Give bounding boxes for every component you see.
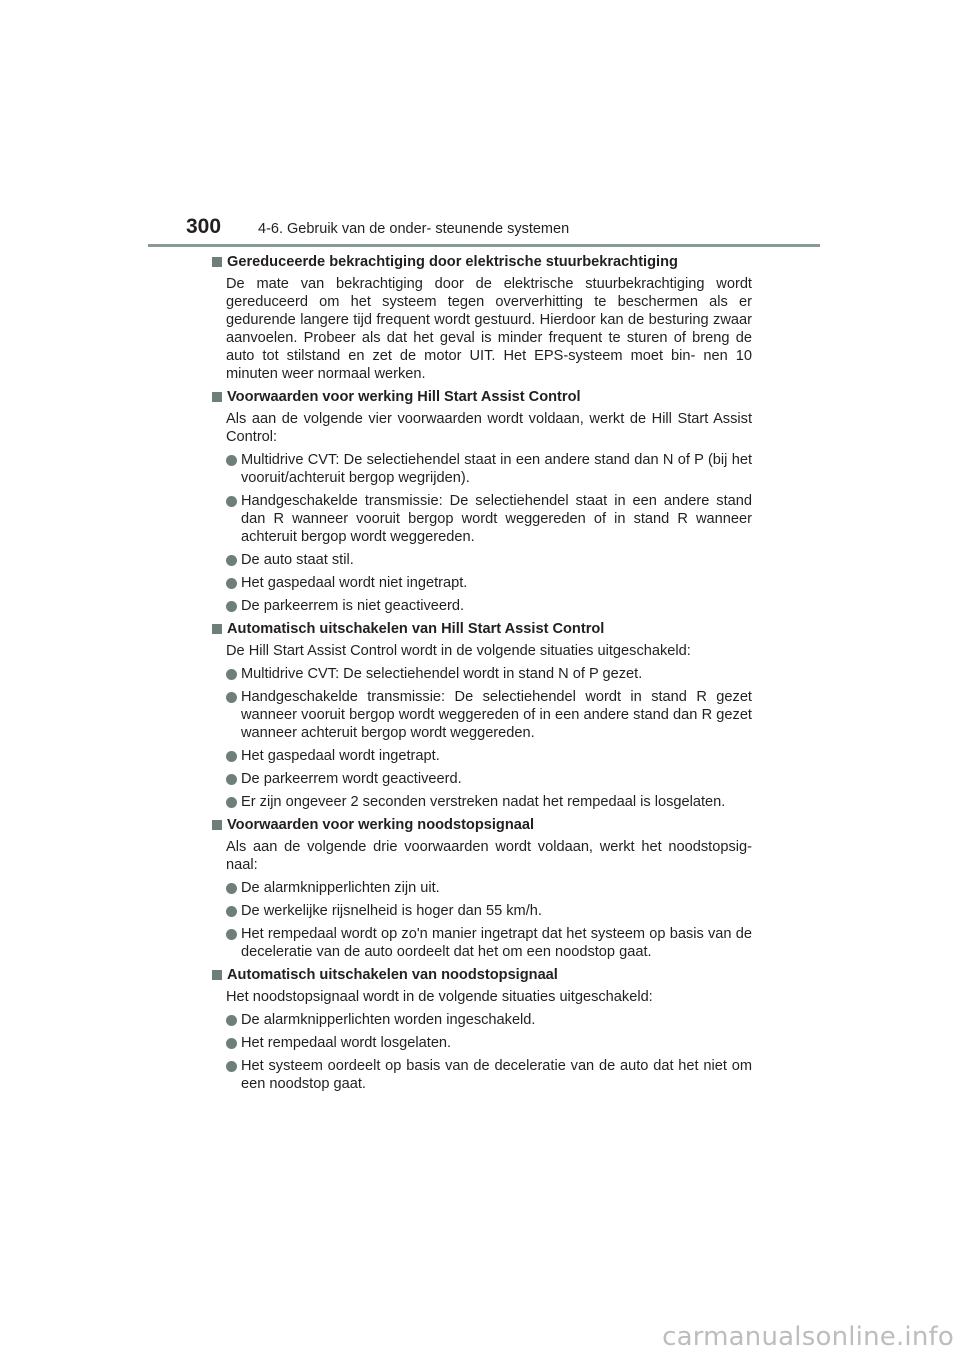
header-divider xyxy=(148,244,820,247)
section-paragraph: Als aan de volgende vier voorwaarden wordt voldaan, werkt de Hill Start Assist Control: xyxy=(226,411,752,445)
bullet-item xyxy=(226,879,752,897)
bullet-text: De alarmknipperlichten zijn uit. xyxy=(241,880,440,896)
bullet-dot-icon xyxy=(226,496,237,507)
bullet-text: Het systeem oordeelt op basis van de deceleratie van de auto dat het niet om een noodstop gaat. xyxy=(241,1058,752,1092)
bullet-dot-icon xyxy=(226,929,237,940)
bullet-item xyxy=(226,770,752,788)
bullet-text: De parkeerrem is niet geactiveerd. xyxy=(241,598,465,614)
bullet-text: De werkelijke rijsnelheid is hoger dan 55 km/h. xyxy=(241,903,542,919)
section-title-text: Gereduceerde bekrachtiging door elektrische stuurbekrachtiging xyxy=(227,254,678,270)
bullet-item xyxy=(226,747,752,765)
bullet-item xyxy=(226,1034,752,1052)
bullet-text: De auto staat stil. xyxy=(241,552,354,568)
bullet-dot-icon xyxy=(226,578,237,589)
bullet-item xyxy=(226,925,752,961)
bullet-dot-icon xyxy=(226,1038,237,1049)
section-paragraph: De mate van bekrachtiging door de elektrische stuurbekrachtiging wordt gereduceerd om het systeem tegen oververhitting te beschermen als er gedurende langere tijd frequent wordt gestuurd. Hierdoor kan de besturing zwaar aanvoelen. Probeer als dat het geval is minder frequent te sturen of breng de auto tot stilstand en zet de motor UIT. Het EPS-systeem moet bin- nen 10 minuten weer normaal werken. xyxy=(226,276,752,382)
bullet-text: Handgeschakelde transmissie: De selectiehendel staat in een andere stand dan R wanneer vooruit bergop wordt weggereden of in stand R wanneer achteruit bergop wordt weggereden. xyxy=(241,493,752,545)
section-title-text: Automatisch uitschakelen van Hill Start Assist Control xyxy=(227,621,605,637)
square-marker-icon xyxy=(212,970,222,980)
bullet-text: Handgeschakelde transmissie: De selectiehendel wordt in stand R gezet wanneer vooruit bergop wordt weggereden of in een andere stand dan R gezet wanneer achteruit bergop wordt weggereden. xyxy=(241,689,752,741)
section-title-text: Voorwaarden voor werking Hill Start Assist Control xyxy=(227,389,581,405)
section xyxy=(212,253,752,383)
section-title xyxy=(212,388,752,406)
bullet-dot-icon xyxy=(226,601,237,612)
bullet-dot-icon xyxy=(226,692,237,703)
section-paragraph: Het noodstopsignaal wordt in de volgende situaties uitgeschakeld: xyxy=(226,989,653,1005)
bullet-text: Het rempedaal wordt op zo'n manier ingetrapt dat het systeem op basis van de deceleratie van de auto oordeelt dat het om een noodstop gaat. xyxy=(241,926,752,960)
bullet-dot-icon xyxy=(226,1061,237,1072)
bullet-item xyxy=(226,688,752,742)
section-title xyxy=(212,620,752,638)
bullet-text: Multidrive CVT: De selectiehendel staat in een andere stand dan N of P (bij het vooruit/achteruit bergop wegrijden). xyxy=(241,452,752,486)
bullet-dot-icon xyxy=(226,774,237,785)
bullet-text: De parkeerrem wordt geactiveerd. xyxy=(241,771,462,787)
bullet-dot-icon xyxy=(226,751,237,762)
bullet-text: Het gaspedaal wordt niet ingetrapt. xyxy=(241,575,468,591)
square-marker-icon xyxy=(212,257,222,267)
square-marker-icon xyxy=(212,820,222,830)
square-marker-icon xyxy=(212,624,222,634)
section xyxy=(212,620,752,811)
section-title xyxy=(212,966,752,984)
bullet-text: Multidrive CVT: De selectiehendel wordt in stand N of P gezet. xyxy=(241,666,643,682)
bullet-item xyxy=(226,551,752,569)
section-paragraph: De Hill Start Assist Control wordt in de volgende situaties uitgeschakeld: xyxy=(226,643,691,659)
bullet-item xyxy=(226,1057,752,1093)
bullet-item xyxy=(226,492,752,546)
section-title xyxy=(212,253,752,271)
section-title-text: Automatisch uitschakelen van noodstopsignaal xyxy=(227,967,558,983)
bullet-dot-icon xyxy=(226,797,237,808)
bullet-dot-icon xyxy=(226,455,237,466)
bullet-item xyxy=(226,451,752,487)
square-marker-icon xyxy=(212,392,222,402)
watermark: carmanualsonline.info xyxy=(662,1322,954,1352)
section xyxy=(212,388,752,615)
bullet-text: Het rempedaal wordt losgelaten. xyxy=(241,1035,452,1051)
bullet-text: De alarmknipperlichten worden ingeschakeld. xyxy=(241,1012,536,1028)
bullet-item xyxy=(226,665,752,683)
chapter-title: 4-6. Gebruik van de onder- steunende systemen xyxy=(258,221,570,237)
page-number: 300 xyxy=(186,215,222,238)
section xyxy=(212,816,752,961)
bullet-text: Het gaspedaal wordt ingetrapt. xyxy=(241,748,440,764)
bullet-text: Er zijn ongeveer 2 seconden verstreken nadat het rempedaal is losgelaten. xyxy=(241,794,726,810)
section-title-text: Voorwaarden voor werking noodstopsignaal xyxy=(227,817,535,833)
bullet-item xyxy=(226,597,752,615)
section xyxy=(212,966,752,1093)
bullet-item xyxy=(226,1011,752,1029)
bullet-dot-icon xyxy=(226,1015,237,1026)
bullet-dot-icon xyxy=(226,555,237,566)
section-title xyxy=(212,816,752,834)
main-content xyxy=(212,253,752,1098)
section-paragraph: Als aan de volgende drie voorwaarden wordt voldaan, werkt het noodstopsig- naal: xyxy=(226,839,752,873)
bullet-item xyxy=(226,793,752,811)
bullet-item xyxy=(226,902,752,920)
bullet-dot-icon xyxy=(226,669,237,680)
bullet-dot-icon xyxy=(226,906,237,917)
bullet-dot-icon xyxy=(226,883,237,894)
bullet-item xyxy=(226,574,752,592)
